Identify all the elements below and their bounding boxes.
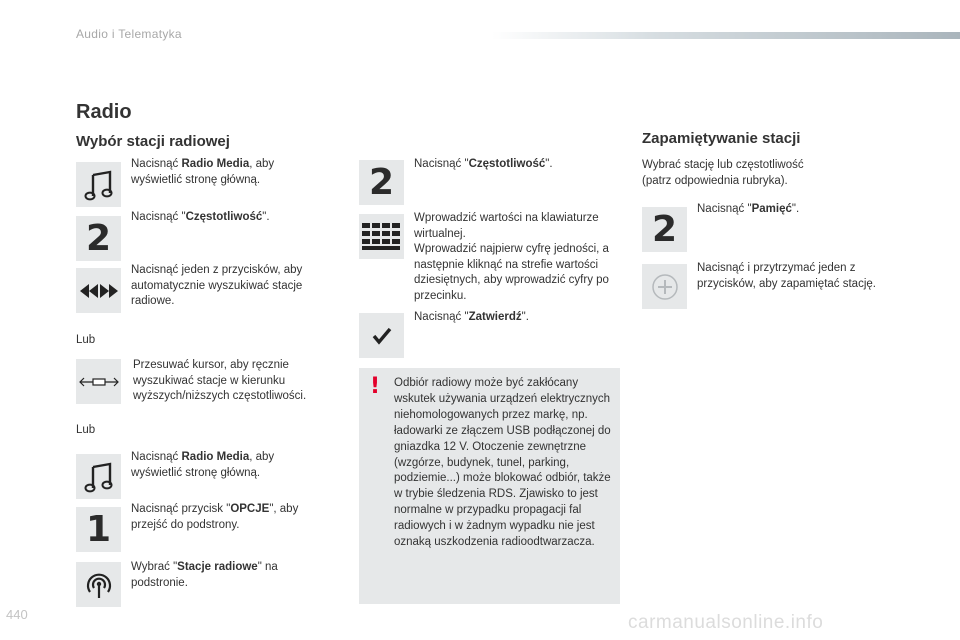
- step-number-badge: 2: [359, 160, 404, 205]
- step-number-badge: 2: [642, 207, 687, 252]
- step-radio-media: Nacisnąć Radio Media, aby wyświetlić stronę główną.: [131, 451, 275, 479]
- music-note-icon: [76, 162, 121, 207]
- memory-intro: Wybrać stację lub częstotliwość (patrz odpowiednia rubryka).: [642, 159, 804, 187]
- step-confirm: Nacisnąć "Zatwierdź".: [414, 311, 529, 323]
- page-title: Radio: [76, 101, 132, 123]
- warning-text: Odbiór radiowy może być zakłócany wskutek używania urządzeń elektrycznych niehomologowanych przez markę, np. ładowarki ze złączem USB podłączonej do gniazdka 12 V. Otoczenie zewnętrzne (wzgórze, budynek, tunel, parking, podziemie...) może blokować odbiór, także w trybie śledzenia RDS. Zjawisko to jest normalne w przypadku propagacji fal radiowych i w żadnym wypadku nie jest oznaką uszkodzenia radioodtwarzacza.: [394, 377, 611, 549]
- keypad-icon: [359, 214, 404, 259]
- step-hold-preset: Nacisnąć i przytrzymać jeden z przycisków, aby zapamiętać stację.: [697, 262, 876, 290]
- step-manual-seek: Przesuwać kursor, aby ręcznie wyszukiwać stacje w kierunku wyższych/niższych częstotliwości.: [133, 359, 307, 402]
- music-note-icon: [76, 454, 121, 499]
- section-title-station-selection: Wybór stacji radiowej: [76, 133, 230, 150]
- checkmark-icon: [359, 313, 404, 358]
- section-title-memory: Zapamiętywanie stacji: [642, 130, 801, 147]
- radio-station-icon: [76, 562, 121, 607]
- step-radio-stations: Wybrać "Stacje radiowe" na podstronie.: [131, 561, 278, 589]
- frequency-slider-icon: [76, 359, 121, 404]
- step-frequency: Nacisnąć "Częstotliwość".: [414, 158, 553, 170]
- step-memory: Nacisnąć "Pamięć".: [697, 203, 800, 215]
- or-label: Lub: [76, 334, 96, 346]
- watermark: carmanualsonline.info: [628, 612, 824, 633]
- seek-buttons-icon: [76, 268, 121, 313]
- header-title: Audio i Telematyka: [76, 27, 182, 41]
- add-preset-icon: [642, 264, 687, 309]
- page-number: 440: [6, 607, 28, 622]
- step-number-badge: 2: [76, 216, 121, 261]
- warning-icon: !: [370, 374, 381, 399]
- header-divider: [492, 32, 960, 39]
- step-frequency: Nacisnąć "Częstotliwość".: [131, 211, 270, 223]
- step-auto-seek: Nacisnąć jeden z przycisków, aby automatycznie wyszukiwać stacje radiowe.: [131, 264, 303, 307]
- step-number-badge: 1: [76, 507, 121, 552]
- step-options: Nacisnąć przycisk "OPCJE", aby przejść do podstrony.: [131, 503, 299, 531]
- or-label: Lub: [76, 424, 96, 436]
- step-enter-values: Wprowadzić wartości na klawiaturze wirtualnej. Wprowadzić najpierw cyfrę jedności, a następnie kliknąć na strefie wartości dziesiętnych, aby wprowadzić cyfry po przecinku.: [414, 212, 609, 302]
- step-radio-media: Nacisnąć Radio Media, aby wyświetlić stronę główną.: [131, 158, 275, 186]
